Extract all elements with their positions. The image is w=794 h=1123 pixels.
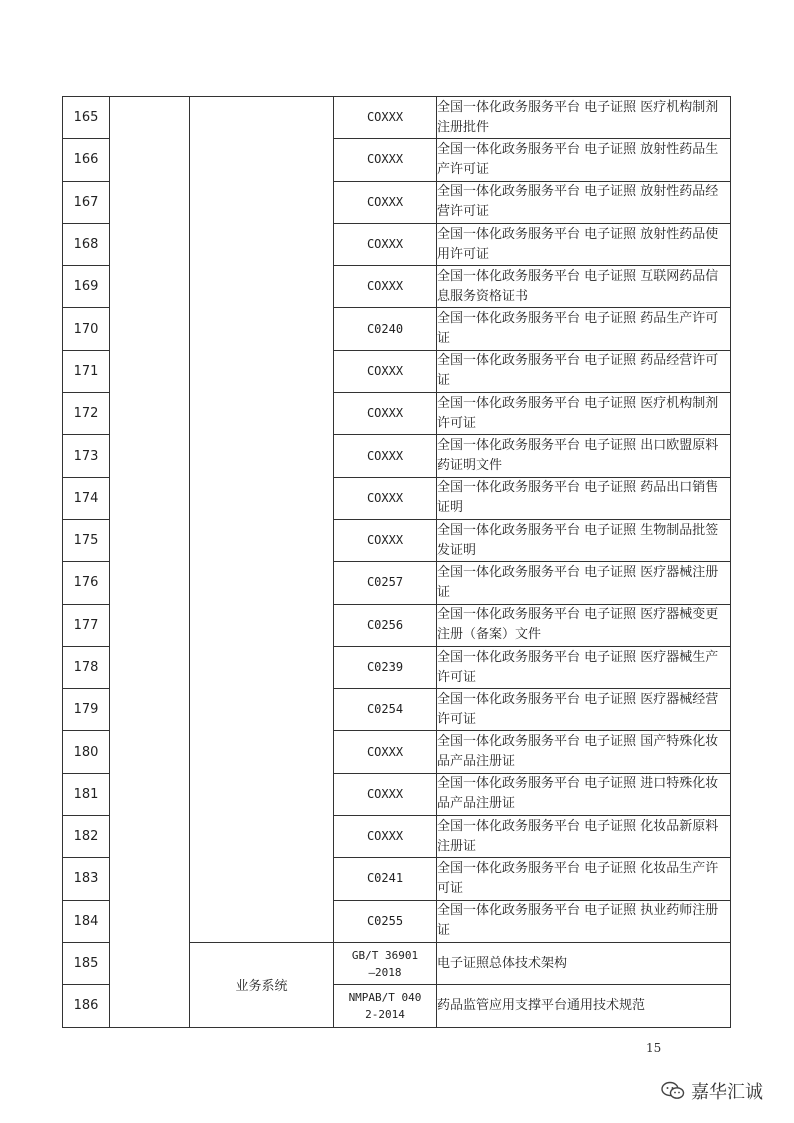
standard-name: 全国一体化政务服务平台 电子证照 医疗器械经营许可证 <box>437 689 731 731</box>
standard-code: C0239 <box>334 646 437 688</box>
standard-code: COXXX <box>334 519 437 561</box>
row-number: 166 <box>63 139 110 181</box>
standard-code: COXXX <box>334 139 437 181</box>
row-number: 176 <box>63 562 110 604</box>
standard-code: COXXX <box>334 477 437 519</box>
standard-name: 全国一体化政务服务平台 电子证照 放射性药品使用许可证 <box>437 223 731 265</box>
standard-name: 全国一体化政务服务平台 电子证照 医疗器械注册证 <box>437 562 731 604</box>
standard-code: COXXX <box>334 393 437 435</box>
standard-code: COXXX <box>334 773 437 815</box>
standard-name: 全国一体化政务服务平台 电子证照 药品生产许可证 <box>437 308 731 350</box>
row-number: 185 <box>63 942 110 984</box>
page-number: 15 <box>646 1041 662 1055</box>
empty-cell <box>110 97 190 1028</box>
standard-code: C0256 <box>334 604 437 646</box>
standard-name: 全国一体化政务服务平台 电子证照 化妆品生产许可证 <box>437 858 731 900</box>
standard-name: 全国一体化政务服务平台 电子证照 国产特殊化妆品产品注册证 <box>437 731 731 773</box>
standard-name: 全国一体化政务服务平台 电子证照 出口欧盟原料药证明文件 <box>437 435 731 477</box>
row-number: 174 <box>63 477 110 519</box>
row-number: 175 <box>63 519 110 561</box>
code-line: NMPAB/T 040 <box>348 990 422 1004</box>
row-number: 181 <box>63 773 110 815</box>
standards-table <box>62 96 731 1028</box>
code-line: —2018 <box>368 965 402 979</box>
standard-code <box>334 942 437 984</box>
standard-code: C0257 <box>334 562 437 604</box>
standard-name: 全国一体化政务服务平台 电子证照 药品出口销售证明 <box>437 477 731 519</box>
standard-code: C0255 <box>334 900 437 942</box>
code-line: GB/T 36901 <box>351 948 419 962</box>
standard-name: 全国一体化政务服务平台 电子证照 进口特殊化妆品产品注册证 <box>437 773 731 815</box>
row-number: 168 <box>63 223 110 265</box>
code-line: 2-2014 <box>365 1007 405 1021</box>
standard-name: 全国一体化政务服务平台 电子证照 药品经营许可证 <box>437 350 731 392</box>
row-number: 178 <box>63 646 110 688</box>
standard-code: COXXX <box>334 350 437 392</box>
row-number: 180 <box>63 731 110 773</box>
row-number: 173 <box>63 435 110 477</box>
empty-cell <box>190 97 334 943</box>
standard-name: 全国一体化政务服务平台 电子证照 医疗机构制剂注册批件 <box>437 97 731 139</box>
standard-name: 全国一体化政务服务平台 电子证照 执业药师注册证 <box>437 900 731 942</box>
standard-code: COXXX <box>334 266 437 308</box>
row-number: 165 <box>63 97 110 139</box>
row-number: 184 <box>63 900 110 942</box>
standard-code: C0241 <box>334 858 437 900</box>
standard-name: 药品监管应用支撑平台通用技术规范 <box>437 985 731 1027</box>
standard-name: 全国一体化政务服务平台 电子证照 互联网药品信息服务资格证书 <box>437 266 731 308</box>
standard-name: 全国一体化政务服务平台 电子证照 医疗器械变更注册（备案）文件 <box>437 604 731 646</box>
standard-code: COXXX <box>334 223 437 265</box>
row-number: 167 <box>63 181 110 223</box>
standard-code: COXXX <box>334 731 437 773</box>
row-number: 179 <box>63 689 110 731</box>
standard-code: C0254 <box>334 689 437 731</box>
row-number: 182 <box>63 816 110 858</box>
row-number: 170 <box>63 308 110 350</box>
wechat-icon <box>661 1081 685 1101</box>
standard-code: COXXX <box>334 435 437 477</box>
row-number: 169 <box>63 266 110 308</box>
row-number: 186 <box>63 985 110 1027</box>
standard-code: COXXX <box>334 97 437 139</box>
row-number: 177 <box>63 604 110 646</box>
watermark-text: 嘉华汇诚 <box>691 1082 763 1103</box>
table-row <box>63 97 731 139</box>
standard-code: COXXX <box>334 816 437 858</box>
row-number: 172 <box>63 393 110 435</box>
standard-code <box>334 985 437 1027</box>
standard-code: C0240 <box>334 308 437 350</box>
standard-name: 全国一体化政务服务平台 电子证照 化妆品新原料注册证 <box>437 816 731 858</box>
standard-name: 全国一体化政务服务平台 电子证照 放射性药品经营许可证 <box>437 181 731 223</box>
standard-name: 全国一体化政务服务平台 电子证照 医疗机构制剂许可证 <box>437 393 731 435</box>
standard-name: 全国一体化政务服务平台 电子证照 生物制品批签发证明 <box>437 519 731 561</box>
watermark <box>661 1078 763 1104</box>
standard-code: COXXX <box>334 181 437 223</box>
standard-name: 全国一体化政务服务平台 电子证照 医疗器械生产许可证 <box>437 646 731 688</box>
standard-name: 全国一体化政务服务平台 电子证照 放射性药品生产许可证 <box>437 139 731 181</box>
standard-name: 电子证照总体技术架构 <box>437 942 731 984</box>
row-number: 171 <box>63 350 110 392</box>
row-number: 183 <box>63 858 110 900</box>
category-cell: 业务系统 <box>190 942 334 1027</box>
